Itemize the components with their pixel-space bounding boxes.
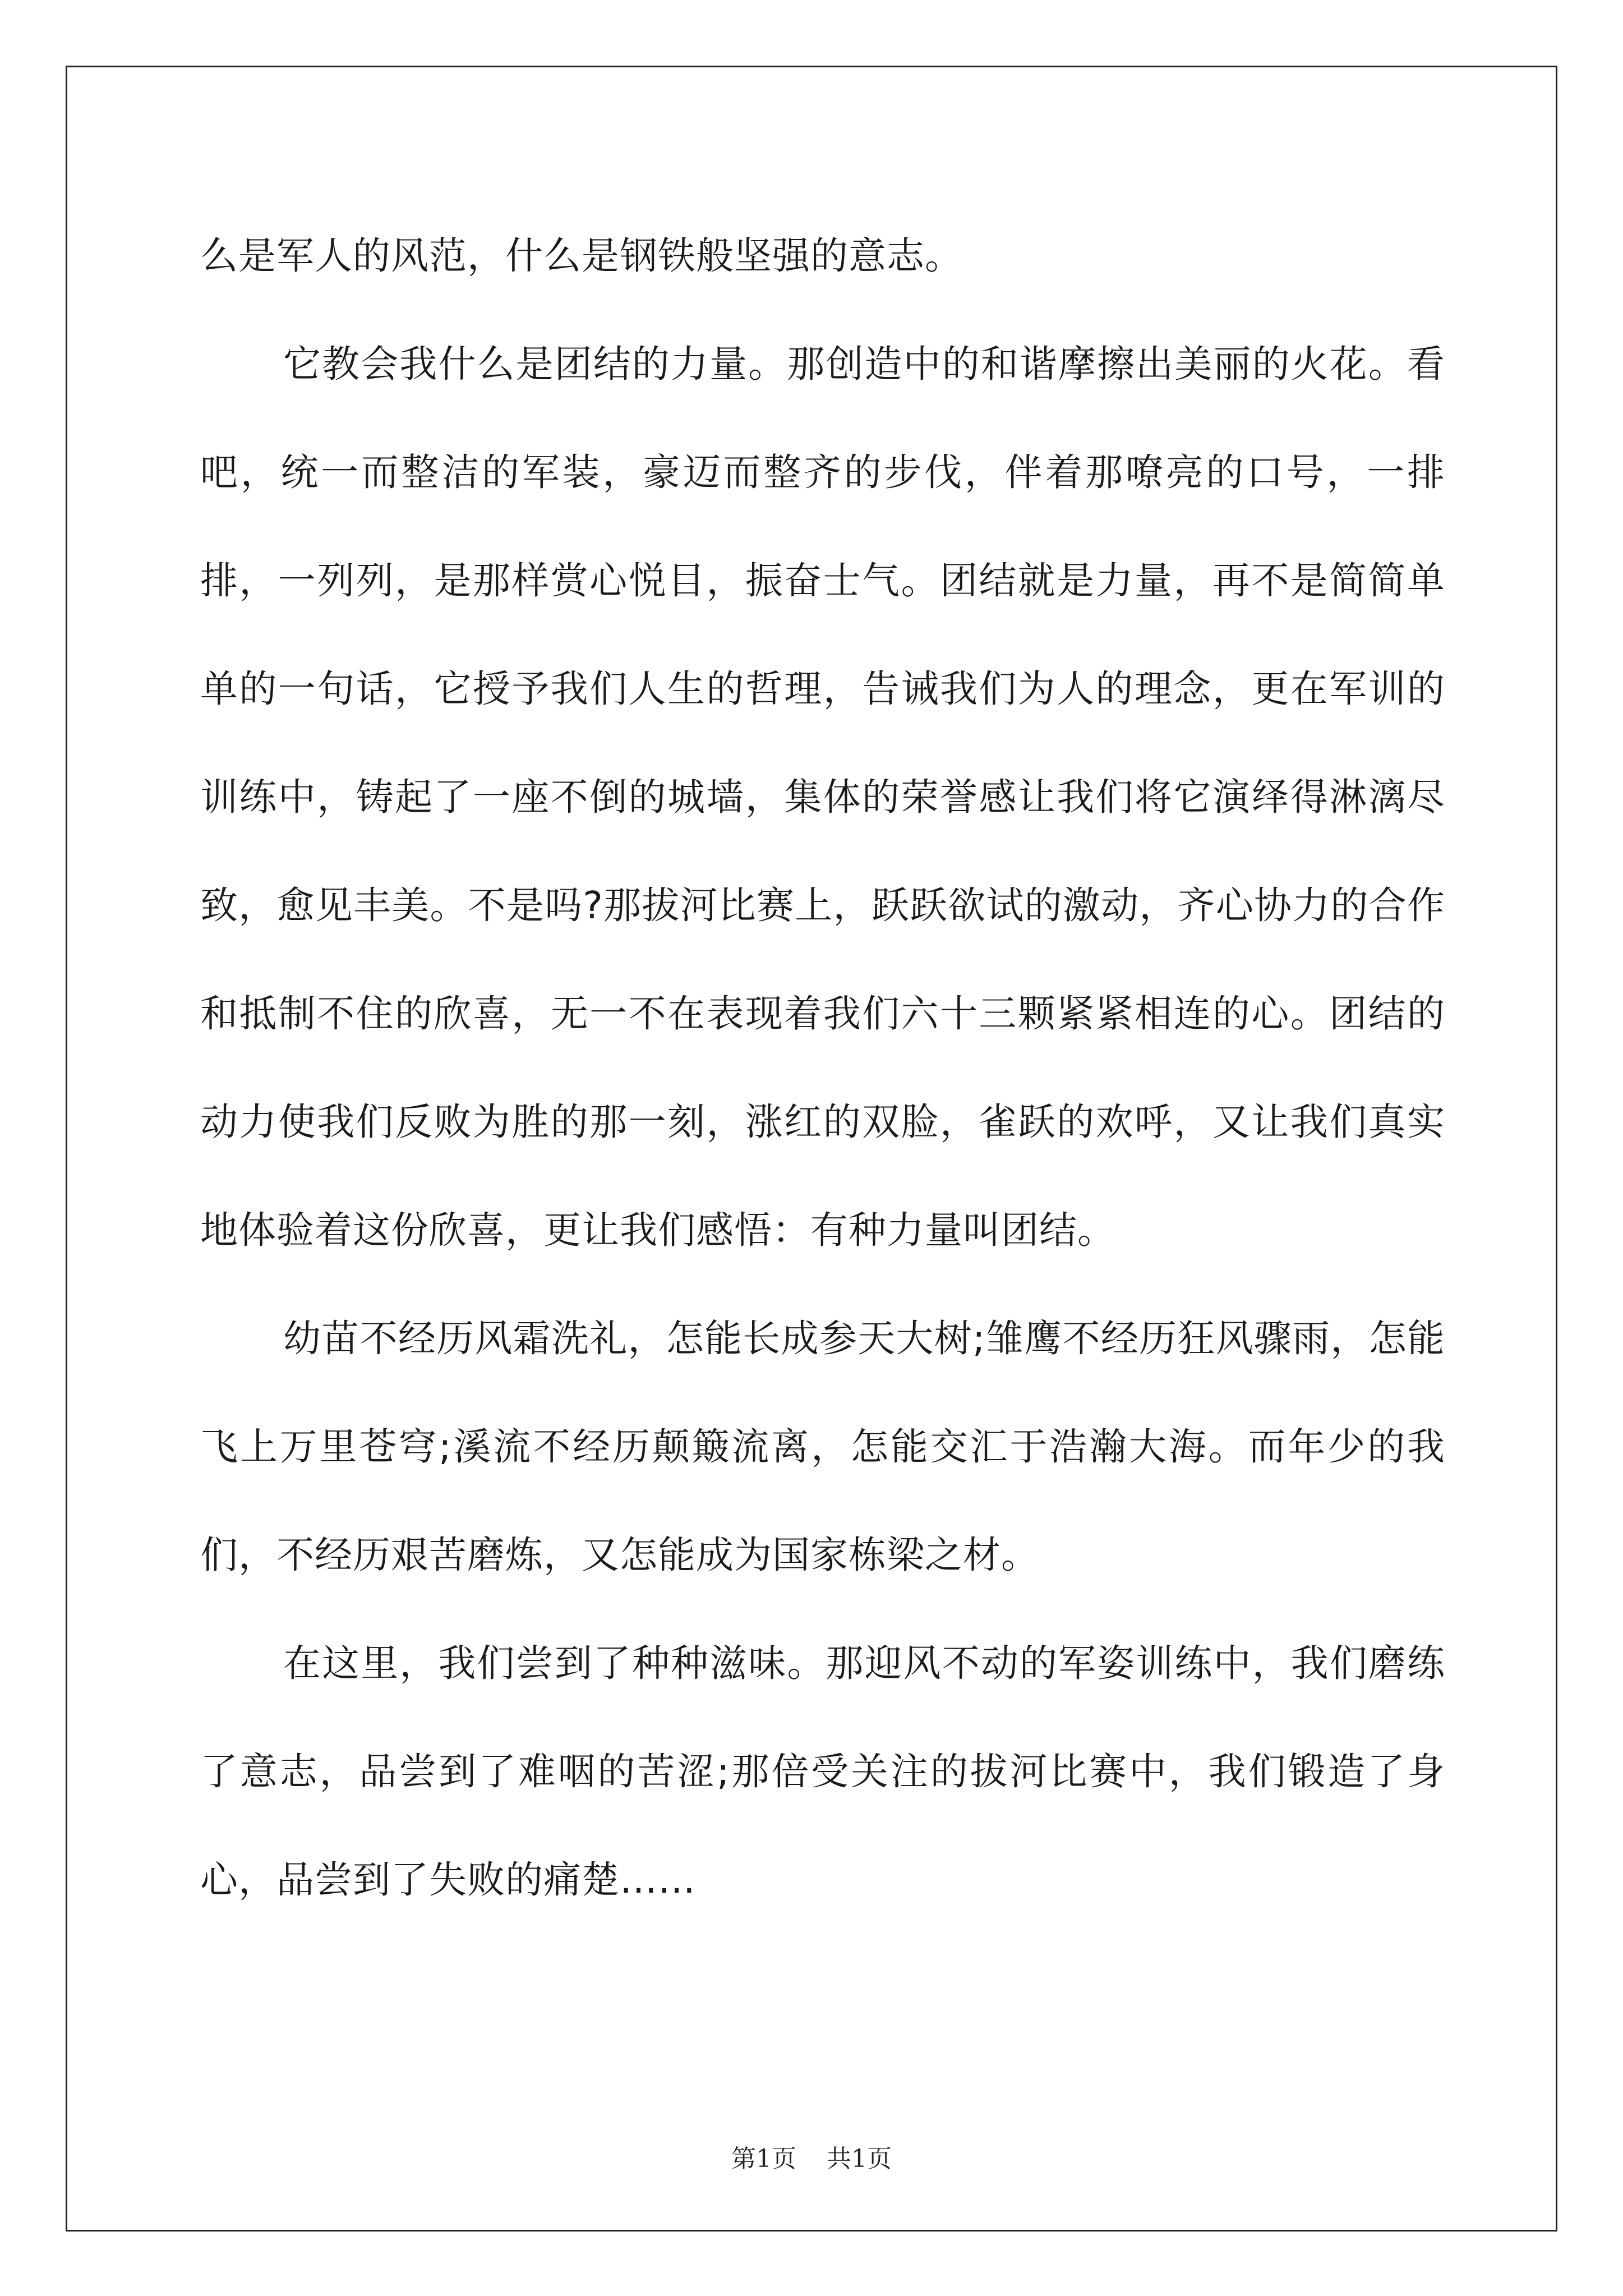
page-total: 共1页 [827,2145,892,2173]
page-footer [0,2138,1623,2174]
paragraph: 么是军人的风范，什么是钢铁般坚强的意志。 [200,234,963,278]
paragraph: 幼苗不经历风霜洗礼，怎能长成参天大树;雏鹰不经历狂风骤雨，怎能飞上万里苍穹;溪流不经历颠簸流离，怎能交汇于浩瀚大海。而年少的我们，不经历艰苦磨炼，又怎能成为国家栋梁之材。 [200,1317,1445,1577]
page-number: 第1页 [731,2145,796,2173]
paragraph: 它教会我什么是团结的力量。那创造中的和谐摩擦出美丽的火花。看吧，统一而整洁的军装，豪迈而整齐的步伐，伴着那嘹亮的口号，一排排，一列列，是那样赏心悦目，振奋士气。团结就是力量，再不是简简单单的一句话，它授予我们人生的哲理，告诫我们为人的理念，更在军训的训练中，铸起了一座不倒的城墙，集体的荣誉感让我们将它演绎得淋漓尽致，愈见丰美。不是吗?那拔河比赛上，跃跃欲试的激动，齐心协力的合作和抵制不住的欣喜，无一不在表现着我们六十三颗紧紧相连的心。团结的动力使我们反败为胜的那一刻，涨红的双脸，雀跃的欢呼，又让我们真实地体验着这份欣喜，更让我们感悟：有种力量叫团结。 [200,342,1445,1252]
document-body [200,202,1445,1934]
paragraph: 在这里，我们尝到了种种滋味。那迎风不动的军姿训练中，我们磨练了意志，品尝到了难咽的苦涩;那倍受关注的拔河比赛中，我们锻造了身心，品尝到了失败的痛楚…… [200,1641,1445,1902]
